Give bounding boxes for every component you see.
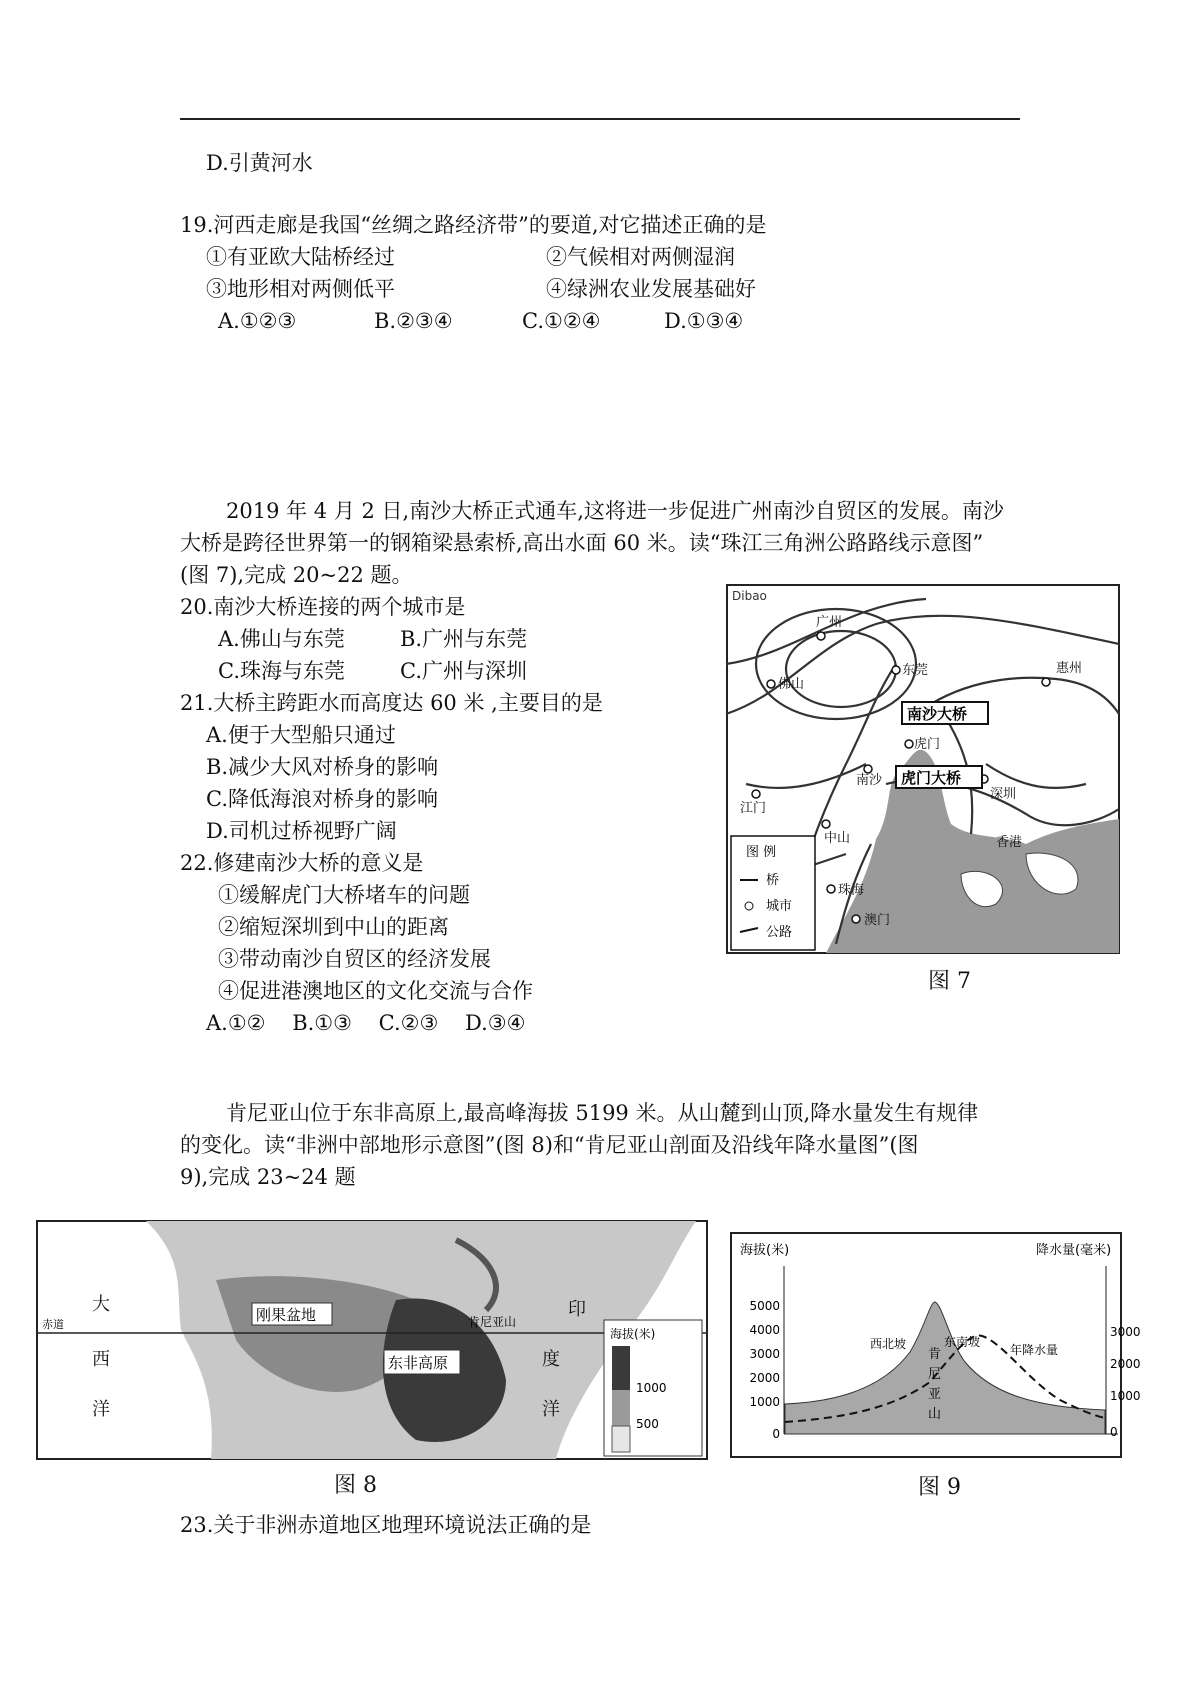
left-tick-3000: 3000 (749, 1347, 780, 1361)
q23-stem: 23.关于非洲赤道地区地理环境说法正确的是 (180, 1513, 592, 1537)
city-foshan: 佛山 (778, 677, 805, 692)
mountain-char-4: 山 (928, 1407, 942, 1422)
q19-option-c: C.①②④ (522, 309, 601, 333)
q19-statement-2: ②气候相对两侧湿润 (546, 245, 735, 269)
header-rule (180, 118, 1020, 120)
passage2-line3: 9),完成 23~24 题 (180, 1165, 356, 1189)
q18-option-d: D.引黄河水 (206, 151, 313, 175)
q22-statement-4: ④促进港澳地区的文化交流与合作 (218, 979, 533, 1003)
q22-statement-1: ①缓解虎门大桥堵车的问题 (218, 883, 470, 907)
q21-option-b: B.减少大风对桥身的影响 (206, 755, 439, 779)
precipitation-label: 年降水量 (1010, 1343, 1059, 1357)
q22-statement-3: ③带动南沙自贸区的经济发展 (218, 947, 491, 971)
figure-7-map (726, 584, 1120, 954)
q19-option-b: B.②③④ (374, 309, 453, 333)
plateau-label: 东非高原 (388, 1354, 449, 1372)
legend-bridge: 桥 (766, 873, 780, 888)
mountain-char-2: 尼 (928, 1367, 942, 1382)
q21-option-d: D.司机过桥视野广阔 (206, 819, 397, 843)
elevation-1000: 1000 (636, 1381, 667, 1395)
bridge-humen-label: 虎门大桥 (901, 769, 962, 787)
city-xianggang: 香港 (996, 835, 1023, 850)
mountain-char-3: 亚 (928, 1387, 942, 1402)
q19-statement-3: ③地形相对两侧低平 (206, 277, 395, 301)
city-shenzhen: 深圳 (990, 787, 1017, 802)
q19-statement-1: ①有亚欧大陆桥经过 (206, 245, 395, 269)
elevation-500: 500 (636, 1417, 659, 1431)
passage2-line2: 的变化。读“非洲中部地形示意图”(图 8)和“肯尼亚山剖面及沿线年降水量图”(图 (180, 1133, 919, 1157)
city-guangzhou: 广州 (816, 615, 843, 630)
city-aomen: 澳门 (864, 913, 891, 928)
city-zhuhai: 珠海 (838, 883, 865, 898)
q19-stem: 19.河西走廊是我国“丝绸之路经济带”的要道,对它描述正确的是 (180, 213, 767, 237)
right-tick-0: 0 (1110, 1425, 1118, 1439)
figure-7-caption: 图 7 (928, 969, 971, 994)
bridge-nansha-label: 南沙大桥 (907, 705, 968, 723)
right-tick-1000: 1000 (1110, 1389, 1141, 1403)
city-dongguan: 东莞 (902, 663, 929, 678)
q22-stem: 22.修建南沙大桥的意义是 (180, 851, 424, 875)
city-humen: 虎门 (914, 737, 941, 752)
elevation-legend-title: 海拔(米) (610, 1327, 656, 1341)
left-tick-5000: 5000 (749, 1299, 780, 1313)
q20-option-d: C.广州与深圳 (400, 659, 527, 683)
left-tick-4000: 4000 (749, 1323, 780, 1337)
q20-option-a: A.佛山与东莞 (218, 627, 345, 651)
indian-label-2: 度 (542, 1349, 560, 1370)
legend-title: 图 例 (746, 845, 777, 860)
q19-statement-4: ④绿洲农业发展基础好 (546, 277, 756, 301)
passage1-line3: (图 7),完成 20~22 题。 (180, 563, 413, 587)
q20-option-b: B.广州与东莞 (400, 627, 528, 651)
passage1-line2: 大桥是跨径世界第一的钢箱梁悬索桥,高出水面 60 米。读“珠江三角洲公路路线示意图” (180, 531, 984, 555)
y-axis-right-label: 降水量(毫米) (1036, 1243, 1112, 1258)
atlantic-label-3: 洋 (92, 1399, 110, 1420)
q21-option-c: C.降低海浪对桥身的影响 (206, 787, 438, 811)
right-tick-3000: 3000 (1110, 1325, 1141, 1339)
q19-option-a: A.①②③ (218, 309, 297, 333)
right-tick-2000: 2000 (1110, 1357, 1141, 1371)
atlantic-label-2: 西 (92, 1349, 110, 1370)
figure-9-chart (730, 1232, 1141, 1458)
y-axis-left-label: 海拔(米) (740, 1243, 790, 1258)
left-tick-0: 0 (772, 1427, 780, 1441)
q22-statement-2: ②缩短深圳到中山的距离 (218, 915, 449, 939)
legend-road: 公路 (766, 925, 793, 940)
indian-label-1: 印 (568, 1299, 586, 1320)
legend-city: 城市 (766, 899, 793, 914)
city-nansha: 南沙 (856, 773, 883, 788)
mountain-char-1: 肯 (928, 1347, 942, 1362)
left-tick-2000: 2000 (749, 1371, 780, 1385)
q19-option-d: D.①③④ (664, 309, 744, 333)
q20-stem: 20.南沙大桥连接的两个城市是 (180, 595, 466, 619)
q20-option-c: C.珠海与东莞 (218, 659, 345, 683)
q21-option-a: A.便于大型船只通过 (206, 723, 396, 747)
nw-slope-label: 西北坡 (870, 1337, 907, 1351)
passage1-line1: 2019 年 4 月 2 日,南沙大桥正式通车,这将进一步促进广州南沙自贸区的发展。南沙 (226, 499, 1004, 523)
q21-stem: 21.大桥主跨距水而高度达 60 米 ,主要目的是 (180, 691, 603, 715)
watermark: Dibao (732, 589, 767, 603)
figure-8-map (36, 1220, 708, 1460)
figure-9-caption: 图 9 (918, 1475, 961, 1500)
city-huizhou: 惠州 (1056, 661, 1083, 676)
figure-8-caption: 图 8 (334, 1473, 377, 1498)
se-slope-label: 东南坡 (944, 1335, 981, 1349)
indian-label-3: 洋 (542, 1399, 560, 1420)
congo-basin-label: 刚果盆地 (256, 1306, 317, 1324)
kenya-mountain-label: 肯尼亚山 (468, 1315, 517, 1329)
city-zhongshan: 中山 (824, 831, 851, 846)
city-jiangmen: 江门 (740, 801, 767, 816)
left-tick-1000: 1000 (749, 1395, 780, 1409)
q22-options: A.①② B.①③ C.②③ D.③④ (206, 1011, 526, 1035)
atlantic-label-1: 大 (92, 1294, 110, 1315)
equator-label: 赤道 (42, 1318, 64, 1331)
passage2-line1: 肯尼亚山位于东非高原上,最高峰海拔 5199 米。从山麓到山顶,降水量发生有规律 (226, 1101, 979, 1125)
